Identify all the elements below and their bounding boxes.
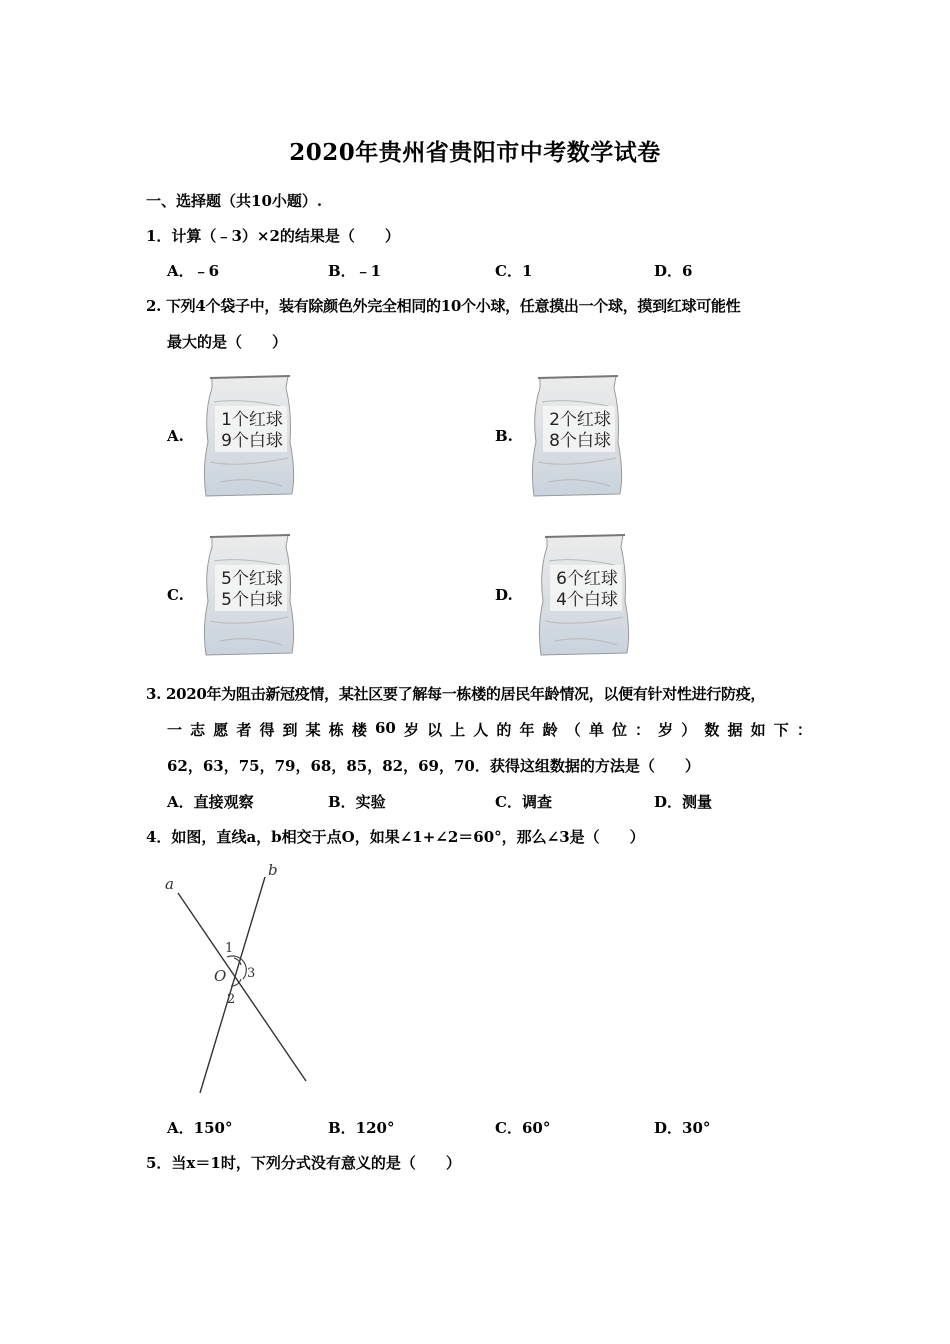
- q4-option-c: C．60°: [495, 1119, 551, 1137]
- q2-option-d: D.: [495, 586, 513, 604]
- question-4-stem: 4．如图，直线a，b相交于点O，如果∠1+∠2＝60°，那么∠3是（ ）: [146, 828, 645, 846]
- q1-option-a: A．﹣6: [167, 262, 220, 280]
- label-o: O: [214, 967, 227, 985]
- label-angle-2: 2: [227, 992, 236, 1007]
- q3-line2-word: 得: [259, 721, 275, 739]
- section-heading: 一、选择题（共10小题）.: [146, 192, 323, 210]
- q3-line2-word: 年: [519, 721, 535, 739]
- q3-line2-word: 数: [704, 721, 720, 739]
- q1-option-c: C．1: [495, 262, 533, 280]
- q2-option-a: A.: [167, 427, 184, 445]
- q3-option-c: C．调查: [495, 793, 552, 811]
- bag-d-red-count: 6个红球: [556, 569, 618, 589]
- q1-option-b: B．﹣1: [328, 262, 382, 280]
- label-a: a: [165, 875, 174, 893]
- q3-line2-word: 下: [773, 721, 789, 739]
- q3-option-d: D．测量: [654, 793, 713, 811]
- question-1-stem: 1．计算（﹣3）×2的结果是（ ）: [146, 227, 400, 245]
- q1-option-d: D．6: [654, 262, 693, 280]
- q3-option-a: A．直接观察: [167, 793, 254, 811]
- q3-line2-word: 岁: [403, 721, 419, 739]
- bag-c-white-count: 5个白球: [221, 590, 283, 610]
- q3-line2-word: 一: [167, 721, 183, 739]
- bag-b-red-count: 2个红球: [549, 410, 611, 430]
- q4-option-d: D．30°: [654, 1119, 711, 1137]
- q4-option-a: A．150°: [167, 1119, 233, 1137]
- line-b: [200, 877, 265, 1093]
- q3-line2-word: 60: [374, 719, 396, 737]
- intersecting-lines-figure: [150, 855, 320, 1100]
- q3-line2-word: ：: [796, 721, 812, 739]
- q3-option-b: B．实验: [328, 793, 386, 811]
- bag-c-red-count: 5个红球: [221, 569, 283, 589]
- q3-line2-word: 者: [236, 721, 252, 739]
- q3-line2-word: 的: [496, 721, 512, 739]
- bag-a-white-count: 9个白球: [221, 431, 283, 451]
- question-3-stem-line2: [167, 719, 812, 740]
- q3-line2-word: 单: [588, 721, 604, 739]
- q3-line2-word: 愿: [213, 721, 229, 739]
- bag-d-image: [535, 531, 633, 659]
- q3-line2-word: 位: [611, 721, 627, 739]
- q3-line2-word: 上: [450, 721, 466, 739]
- page-title: 2020年贵州省贵阳市中考数学试卷: [289, 139, 661, 166]
- bag-d-white-count: 4个白球: [556, 590, 618, 610]
- q3-line2-word: 以: [427, 721, 443, 739]
- q3-line2-word: 岁: [658, 721, 674, 739]
- q3-line2-word: 楼: [351, 721, 367, 739]
- label-b: b: [268, 861, 278, 879]
- q3-line2-word: ：: [635, 721, 651, 739]
- q3-line2-word: 如: [750, 721, 766, 739]
- q3-line2-word: 栋: [328, 721, 344, 739]
- q3-line2-word: 志: [190, 721, 206, 739]
- line-a: [178, 893, 306, 1081]
- q3-line2-word: ）: [681, 721, 697, 739]
- q3-line2-word: 某: [305, 721, 321, 739]
- bag-b-white-count: 8个白球: [549, 431, 611, 451]
- q3-line2-word: 人: [473, 721, 489, 739]
- question-5-stem: 5．当x＝1时，下列分式没有意义的是（ ）: [146, 1154, 461, 1172]
- question-3-stem-line3: 62，63，75，79，68，85，82，69，70．获得这组数据的方法是（ ）: [167, 757, 700, 775]
- question-2-stem-line1: 2. 下列4个袋子中，装有除颜色外完全相同的10个小球，任意摸出一个球，摸到红球可能性: [146, 297, 741, 315]
- question-3-stem-line1: 3. 2020年为阻击新冠疫情，某社区要了解每一栋楼的居民年龄情况，以便有针对性进行防疫，: [146, 685, 766, 703]
- q3-line2-word: 龄: [542, 721, 558, 739]
- q2-option-b: B.: [495, 427, 513, 445]
- q2-option-c: C.: [167, 586, 184, 604]
- q4-option-b: B．120°: [328, 1119, 395, 1137]
- question-2-stem-line2: 最大的是（ ）: [167, 333, 288, 351]
- bag-c-image: [200, 531, 298, 659]
- q3-line2-word: 据: [727, 721, 743, 739]
- label-angle-1: 1: [225, 941, 234, 956]
- q3-line2-word: （: [565, 721, 581, 739]
- bag-b-image: [528, 372, 626, 500]
- label-angle-3: 3: [247, 966, 256, 981]
- bag-a-image: [200, 372, 298, 500]
- bag-a-red-count: 1个红球: [221, 410, 283, 430]
- q3-line2-word: 到: [282, 721, 298, 739]
